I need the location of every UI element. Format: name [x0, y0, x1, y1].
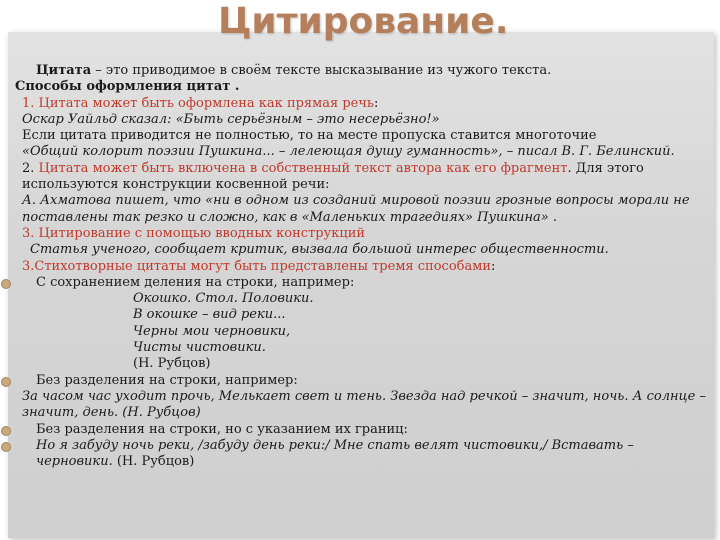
- slide-content: [15, 63, 710, 470]
- bullet-item: Без разделения на строки, но с указанием их границ:: [20, 422, 710, 438]
- method-1: 1. Цитата может быть оформлена как прямая речь:: [22, 95, 379, 111]
- poem-line: Чисты чистовики.: [133, 340, 266, 356]
- poem-line: Окошко. Стол. Половики.: [133, 291, 314, 307]
- bullet-item: Но я забуду ночь реки, /забуду день реки:/ Мне спать велят чистовики,/ Вставать – черновики. (Н. Рубцов): [20, 438, 710, 471]
- poem-author: (Н. Рубцов): [133, 356, 211, 372]
- poem-line: В окошке – вид реки...: [133, 307, 286, 323]
- example-4: Статья ученого, сообщает критик, вызвала большой интерес общественности.: [30, 242, 609, 258]
- example-2: «Общий колорит поэзии Пушкина... – лелеющая душу гуманность», – писал В. Г. Белинский.: [22, 144, 675, 160]
- bullet-icon: [1, 279, 11, 289]
- bullet-icon: [1, 426, 11, 436]
- methods-heading: Способы оформления цитат .: [15, 79, 240, 95]
- slide-title: Цитирование.: [218, 1, 509, 42]
- example-1: Оскар Уайльд сказал: «Быть серьёзным – это несерьёзно!»: [22, 111, 440, 127]
- method-verse: 3.Стихотворные цитаты могут быть представлены тремя способами:: [22, 258, 496, 274]
- bullet-icon: [1, 377, 11, 387]
- bullet-item: С сохранением деления на строки, например:: [20, 275, 710, 291]
- example-3: А. Ахматова пишет, что «ни в одном из созданий мировой поэзии грозные вопросы морали не поставлены так резко и сложно, как в «Маленьких трагедиях» Пушкина» .: [22, 193, 690, 225]
- definition-line: Цитата – это приводимое в своём тексте высказывание из чужого текста.: [36, 63, 552, 78]
- method-2: 2. Цитата может быть включена в собственный текст автора как его фрагмент. Для этого используются конструкции косвенной речи:: [22, 160, 644, 193]
- method-3: 3. Цитирование с помощью вводных конструкций: [22, 225, 366, 241]
- bullet-icon: [1, 442, 11, 452]
- poem-line: Черны мои черновики,: [133, 323, 291, 339]
- bullet-item: Без разделения на строки, например:: [20, 373, 710, 389]
- ellipsis-rule: Если цитата приводится не полностью, то на месте пропуска ставится многоточие: [22, 128, 597, 144]
- example-5: За часом час уходит прочь, Мелькает свет и тень. Звезда над речкой – значит, ночь. А солнце – значит, день. (Н. Рубцов): [22, 388, 706, 421]
